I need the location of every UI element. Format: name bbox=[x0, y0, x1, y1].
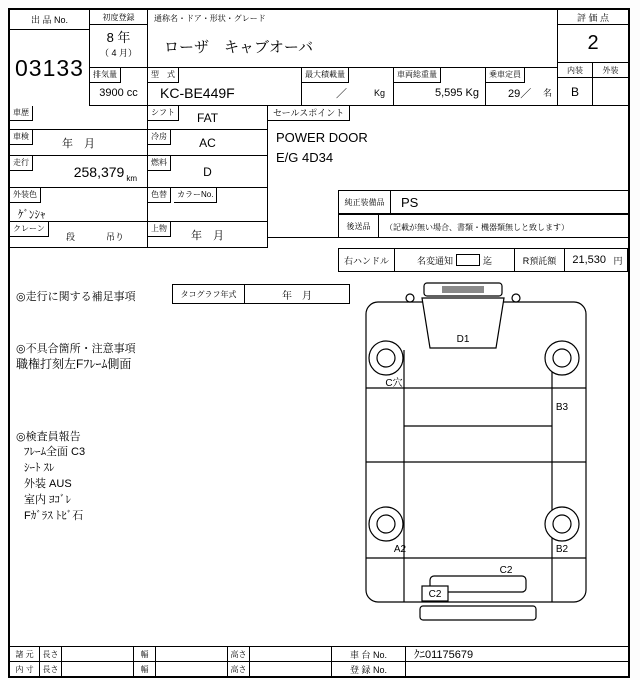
max-load-box bbox=[302, 68, 394, 106]
interior-exterior-header bbox=[558, 63, 628, 78]
exterior-label: 外装 bbox=[602, 65, 619, 75]
displacement-value: 3900 cc bbox=[99, 86, 138, 99]
registration-no-value bbox=[406, 662, 628, 676]
mileage-note-title: ◎走行に関する補足事項 bbox=[16, 291, 136, 303]
front-right-wheel-hub bbox=[553, 349, 571, 367]
vehicle-name-value: ローザ キャブオーバ bbox=[164, 39, 314, 56]
interior-exterior-grades bbox=[558, 78, 628, 106]
first-registration-label: 初度登録 bbox=[102, 12, 135, 22]
first-registration-year: 8 年 bbox=[106, 30, 131, 45]
inspection-box bbox=[10, 130, 148, 156]
height-value bbox=[250, 647, 332, 661]
shift-value: FAT bbox=[196, 110, 219, 125]
width-value bbox=[156, 647, 228, 661]
inner-width-value bbox=[156, 662, 228, 676]
name-change-label: 名変通知 bbox=[416, 255, 453, 266]
score-label: 評 価 点 bbox=[576, 12, 609, 23]
sales-point-line2: E/G 4D34 bbox=[276, 150, 334, 165]
genuine-equipment-value: PS bbox=[401, 195, 419, 210]
history-box bbox=[10, 106, 148, 130]
capacity-box bbox=[486, 68, 558, 106]
diagram-label-a2: A2 bbox=[393, 544, 407, 555]
deposit-unit: 円 bbox=[613, 255, 623, 266]
crane-hoist-label: 吊り bbox=[106, 232, 125, 242]
front-grille-shape bbox=[442, 286, 484, 293]
right-mirror-shape bbox=[512, 294, 520, 302]
fuel-label: 燃料 bbox=[148, 156, 171, 171]
width-label: 幅 bbox=[134, 662, 156, 676]
max-load-label: 最大積載量 bbox=[302, 68, 349, 83]
inspection-value: 年 月 bbox=[62, 137, 95, 150]
inspector-line: Fｶﾞﾗｽ ﾄﾋﾞ石 bbox=[24, 510, 84, 522]
interior-label: 内装 bbox=[567, 65, 583, 75]
left-mirror-shape bbox=[406, 294, 414, 302]
upper-body-box bbox=[148, 222, 268, 248]
front-left-wheel-hub bbox=[377, 349, 395, 367]
height-label: 高さ bbox=[228, 662, 250, 676]
crane-stage-label: 段 bbox=[66, 232, 76, 242]
cooling-label: 冷房 bbox=[148, 130, 171, 145]
sales-point-box bbox=[268, 106, 628, 238]
inner-height-value bbox=[250, 662, 332, 676]
length-label: 長さ bbox=[40, 662, 62, 676]
crane-label: クレーン bbox=[10, 222, 49, 237]
forwarded-items-box bbox=[338, 214, 628, 238]
interior-grade: B bbox=[558, 78, 593, 105]
vehicle-damage-diagram bbox=[356, 276, 628, 640]
registration-no-label: 登 録 No. bbox=[332, 662, 406, 676]
exterior-grade bbox=[593, 78, 628, 105]
gross-weight-value: 5,595 Kg bbox=[434, 86, 479, 99]
gross-weight-label: 車両総重量 bbox=[394, 68, 441, 83]
genuine-equipment-label: 純正装備品 bbox=[339, 191, 391, 213]
width-label: 幅 bbox=[134, 647, 156, 661]
dimensions-label: 諸 元 bbox=[10, 647, 40, 661]
exterior-color-box bbox=[10, 188, 148, 222]
fuel-value: D bbox=[203, 164, 212, 179]
dimensions-row bbox=[10, 646, 628, 661]
rear-right-wheel-hub bbox=[553, 515, 571, 533]
cooling-value: AC bbox=[199, 135, 216, 150]
upper-body-label: 上物 bbox=[148, 222, 171, 237]
exhibit-no-box bbox=[10, 10, 90, 106]
inspector-line: ｼｰﾄ ｽﾚ bbox=[24, 462, 55, 474]
exterior-color-value: ｹﾞﾝｼｬ bbox=[18, 209, 46, 221]
color-no-label: カラーNo. bbox=[174, 188, 217, 203]
handle-value: 右ハンドル bbox=[339, 249, 395, 271]
capacity-value: 29／ bbox=[508, 87, 532, 100]
until-label: 迄 bbox=[483, 255, 493, 266]
vehicle-name-box bbox=[148, 10, 558, 68]
first-registration-box bbox=[90, 10, 148, 68]
mileage-unit: km bbox=[126, 174, 137, 183]
mileage-value: 258,379 bbox=[73, 163, 125, 180]
inspector-title: ◎検査員報告 bbox=[16, 431, 81, 443]
upper-body-value: 年 月 bbox=[191, 229, 224, 242]
length-value bbox=[62, 647, 134, 661]
fuel-box bbox=[148, 156, 268, 188]
gross-weight-box bbox=[394, 68, 486, 106]
auction-sheet bbox=[8, 8, 630, 678]
length-label: 長さ bbox=[40, 647, 62, 661]
inspection-label: 車検 bbox=[10, 130, 33, 145]
max-load-value: ／ bbox=[336, 87, 347, 100]
handle-deposit-strip bbox=[338, 248, 628, 272]
mileage-label: 走行 bbox=[10, 156, 33, 171]
first-registration-month: （ 4 月） bbox=[99, 48, 137, 58]
tachograph-label: タコグラフ年式 bbox=[173, 285, 245, 303]
rear-bumper-shape bbox=[420, 606, 536, 620]
shift-label: シフト bbox=[148, 106, 179, 121]
mileage-box bbox=[10, 156, 148, 188]
diagram-label-c-hole: C穴 bbox=[385, 378, 403, 389]
inner-length-value bbox=[62, 662, 134, 676]
diagram-label-b2: B2 bbox=[555, 544, 569, 555]
max-load-unit: Kg bbox=[373, 87, 385, 98]
exterior-color-label: 外装色 bbox=[10, 188, 41, 203]
sales-point-label: セールスポイント bbox=[268, 106, 350, 121]
forwarded-items-label: 後送品 bbox=[339, 215, 379, 238]
inner-dimensions-label: 内 寸 bbox=[10, 662, 40, 676]
exhibit-no-value: 03133 bbox=[15, 54, 84, 81]
crane-box bbox=[10, 222, 148, 248]
sales-point-line1: POWER DOOR bbox=[276, 130, 368, 145]
inspector-line: ﾌﾚｰﾑ全面 C3 bbox=[24, 446, 86, 458]
color-change-label: 色替 bbox=[148, 188, 171, 203]
genuine-equipment-box bbox=[338, 190, 628, 214]
shift-box bbox=[148, 106, 268, 130]
inspector-line: 外装 AUS bbox=[24, 478, 72, 490]
forwarded-items-note: （記載が無い場合、書類・機器類無しと致します） bbox=[385, 223, 569, 232]
model-box bbox=[148, 68, 302, 106]
model-value: KC-BE449F bbox=[160, 84, 235, 101]
diagram-label-b3: B3 bbox=[555, 402, 569, 413]
height-label: 高さ bbox=[228, 647, 250, 661]
diagram-label-d1: D1 bbox=[456, 334, 470, 345]
deposit-label: R預託額 bbox=[515, 249, 565, 271]
vehicle-name-label: 通称名・ドア・形状・グレード bbox=[154, 14, 266, 23]
capacity-label: 乗車定員 bbox=[486, 68, 525, 83]
displacement-box bbox=[90, 68, 148, 106]
inspector-line: 室内 ﾖｺﾞﾚ bbox=[24, 494, 72, 506]
displacement-label: 排気量 bbox=[90, 68, 121, 83]
tachograph-box bbox=[172, 284, 350, 304]
name-change-field bbox=[456, 254, 480, 266]
chassis-no-label: 車 台 No. bbox=[332, 647, 406, 661]
chassis-no-value: ｸﾆ01175679 bbox=[414, 649, 474, 661]
history-label: 車歴 bbox=[10, 106, 33, 121]
exhibit-no-label: 出 品 No. bbox=[30, 15, 68, 25]
deposit-value: 21,530 bbox=[572, 254, 606, 266]
capacity-unit: 名 bbox=[542, 88, 552, 98]
score-box bbox=[558, 10, 628, 63]
inner-dimensions-row bbox=[10, 661, 628, 676]
color-change-box bbox=[148, 188, 268, 222]
cooling-box bbox=[148, 130, 268, 156]
defect-title: ◎不具合箇所・注意事項 bbox=[16, 343, 136, 355]
model-label: 型 式 bbox=[148, 68, 179, 83]
defect-line: 職権打刻左Fﾌﾚｰﾑ側面 bbox=[16, 357, 132, 371]
tachograph-value: 年 月 bbox=[282, 290, 312, 302]
score-value: 2 bbox=[587, 32, 599, 54]
diagram-label-c2: C2 bbox=[499, 565, 513, 576]
rear-left-wheel-hub bbox=[377, 515, 395, 533]
inspector-report-list bbox=[24, 444, 85, 524]
diagram-label-c2-boxed: C2 bbox=[428, 589, 442, 600]
